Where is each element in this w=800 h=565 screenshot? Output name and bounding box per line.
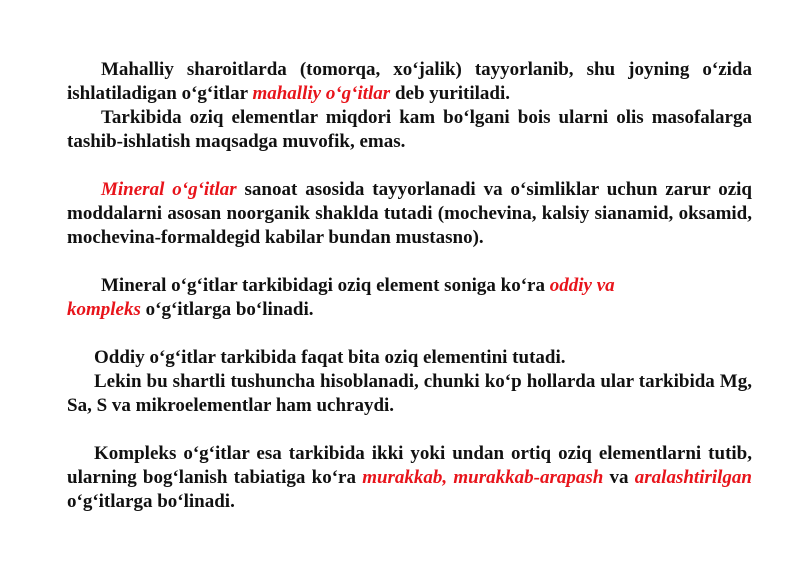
term-local-fertilizers: mahalliy o‘g‘itlar [252,83,391,104]
text-segment: o‘g‘itlarga bo‘linadi. [140,299,314,320]
term-complex: kompleks [67,299,141,320]
term-simple: oddiy [549,275,592,296]
paragraph-gap [67,154,752,178]
paragraph-complex-fertilizers [67,442,752,514]
text-segment: o‘g‘itlarga bo‘linadi. [67,491,235,512]
term-compound: murakkab, murakkab-arapash [362,467,604,488]
paragraph-transport-note [67,106,752,154]
term-mixed: aralashtirilgan [634,467,752,488]
text-segment: Mahalliy sharoitlarda (tomorqa, xo‘jalik) tayyorlanib, shu joyning o‘zida ishlatiladigan o‘g‘itlar [67,59,752,104]
paragraph-condition-note [67,370,752,418]
text-segment: Oddiy o‘g‘itlar tarkibida faqat bita oziq elementini tutadi. [94,347,566,368]
paragraph-classification [67,274,752,322]
term-mineral-fertilizers: Mineral o‘g‘itlar [101,179,237,200]
paragraph-simple-fertilizers [67,346,752,370]
paragraph-local-fertilizers [67,58,752,106]
paragraph-gap [67,418,752,442]
text-segment: deb yuritiladi. [390,83,511,104]
text-segment: Lekin bu shartli tushuncha hisoblanadi, chunki ko‘p hollarda ular tarkibida Mg, Sa, S va mikroelementlar ham uchraydi. [67,371,752,416]
text-segment: va [603,467,635,488]
paragraph-gap [67,322,752,346]
paragraph-mineral-fertilizers [67,178,752,250]
text-segment: Tarkibida oziq elementlar miqdori kam bo‘lgani bois ularni olis masofalarga tashib-ishlatish maqsadga muvofik, emas. [67,107,752,152]
paragraph-gap [67,250,752,274]
text-segment: Kompleks o‘g‘itlar esa tarkibida ikki yoki undan ortiq oziq elementlarni tutib, ularning bog‘lanish tabiatiga ko‘ra [67,443,752,488]
text-segment: Mineral o‘g‘itlar tarkibidagi oziq element soniga ko‘ra [101,275,550,296]
text-segment: sanoat asosida tayyorlanadi va o‘simliklar uchun zarur oziq moddalarni asosan noorganik shaklda tutadi (mochevina, kalsiy sianamid, oksamid, mochevina-formaldegid kabilar bundan mustasno). [67,179,753,248]
text-segment-and: va [591,275,615,296]
